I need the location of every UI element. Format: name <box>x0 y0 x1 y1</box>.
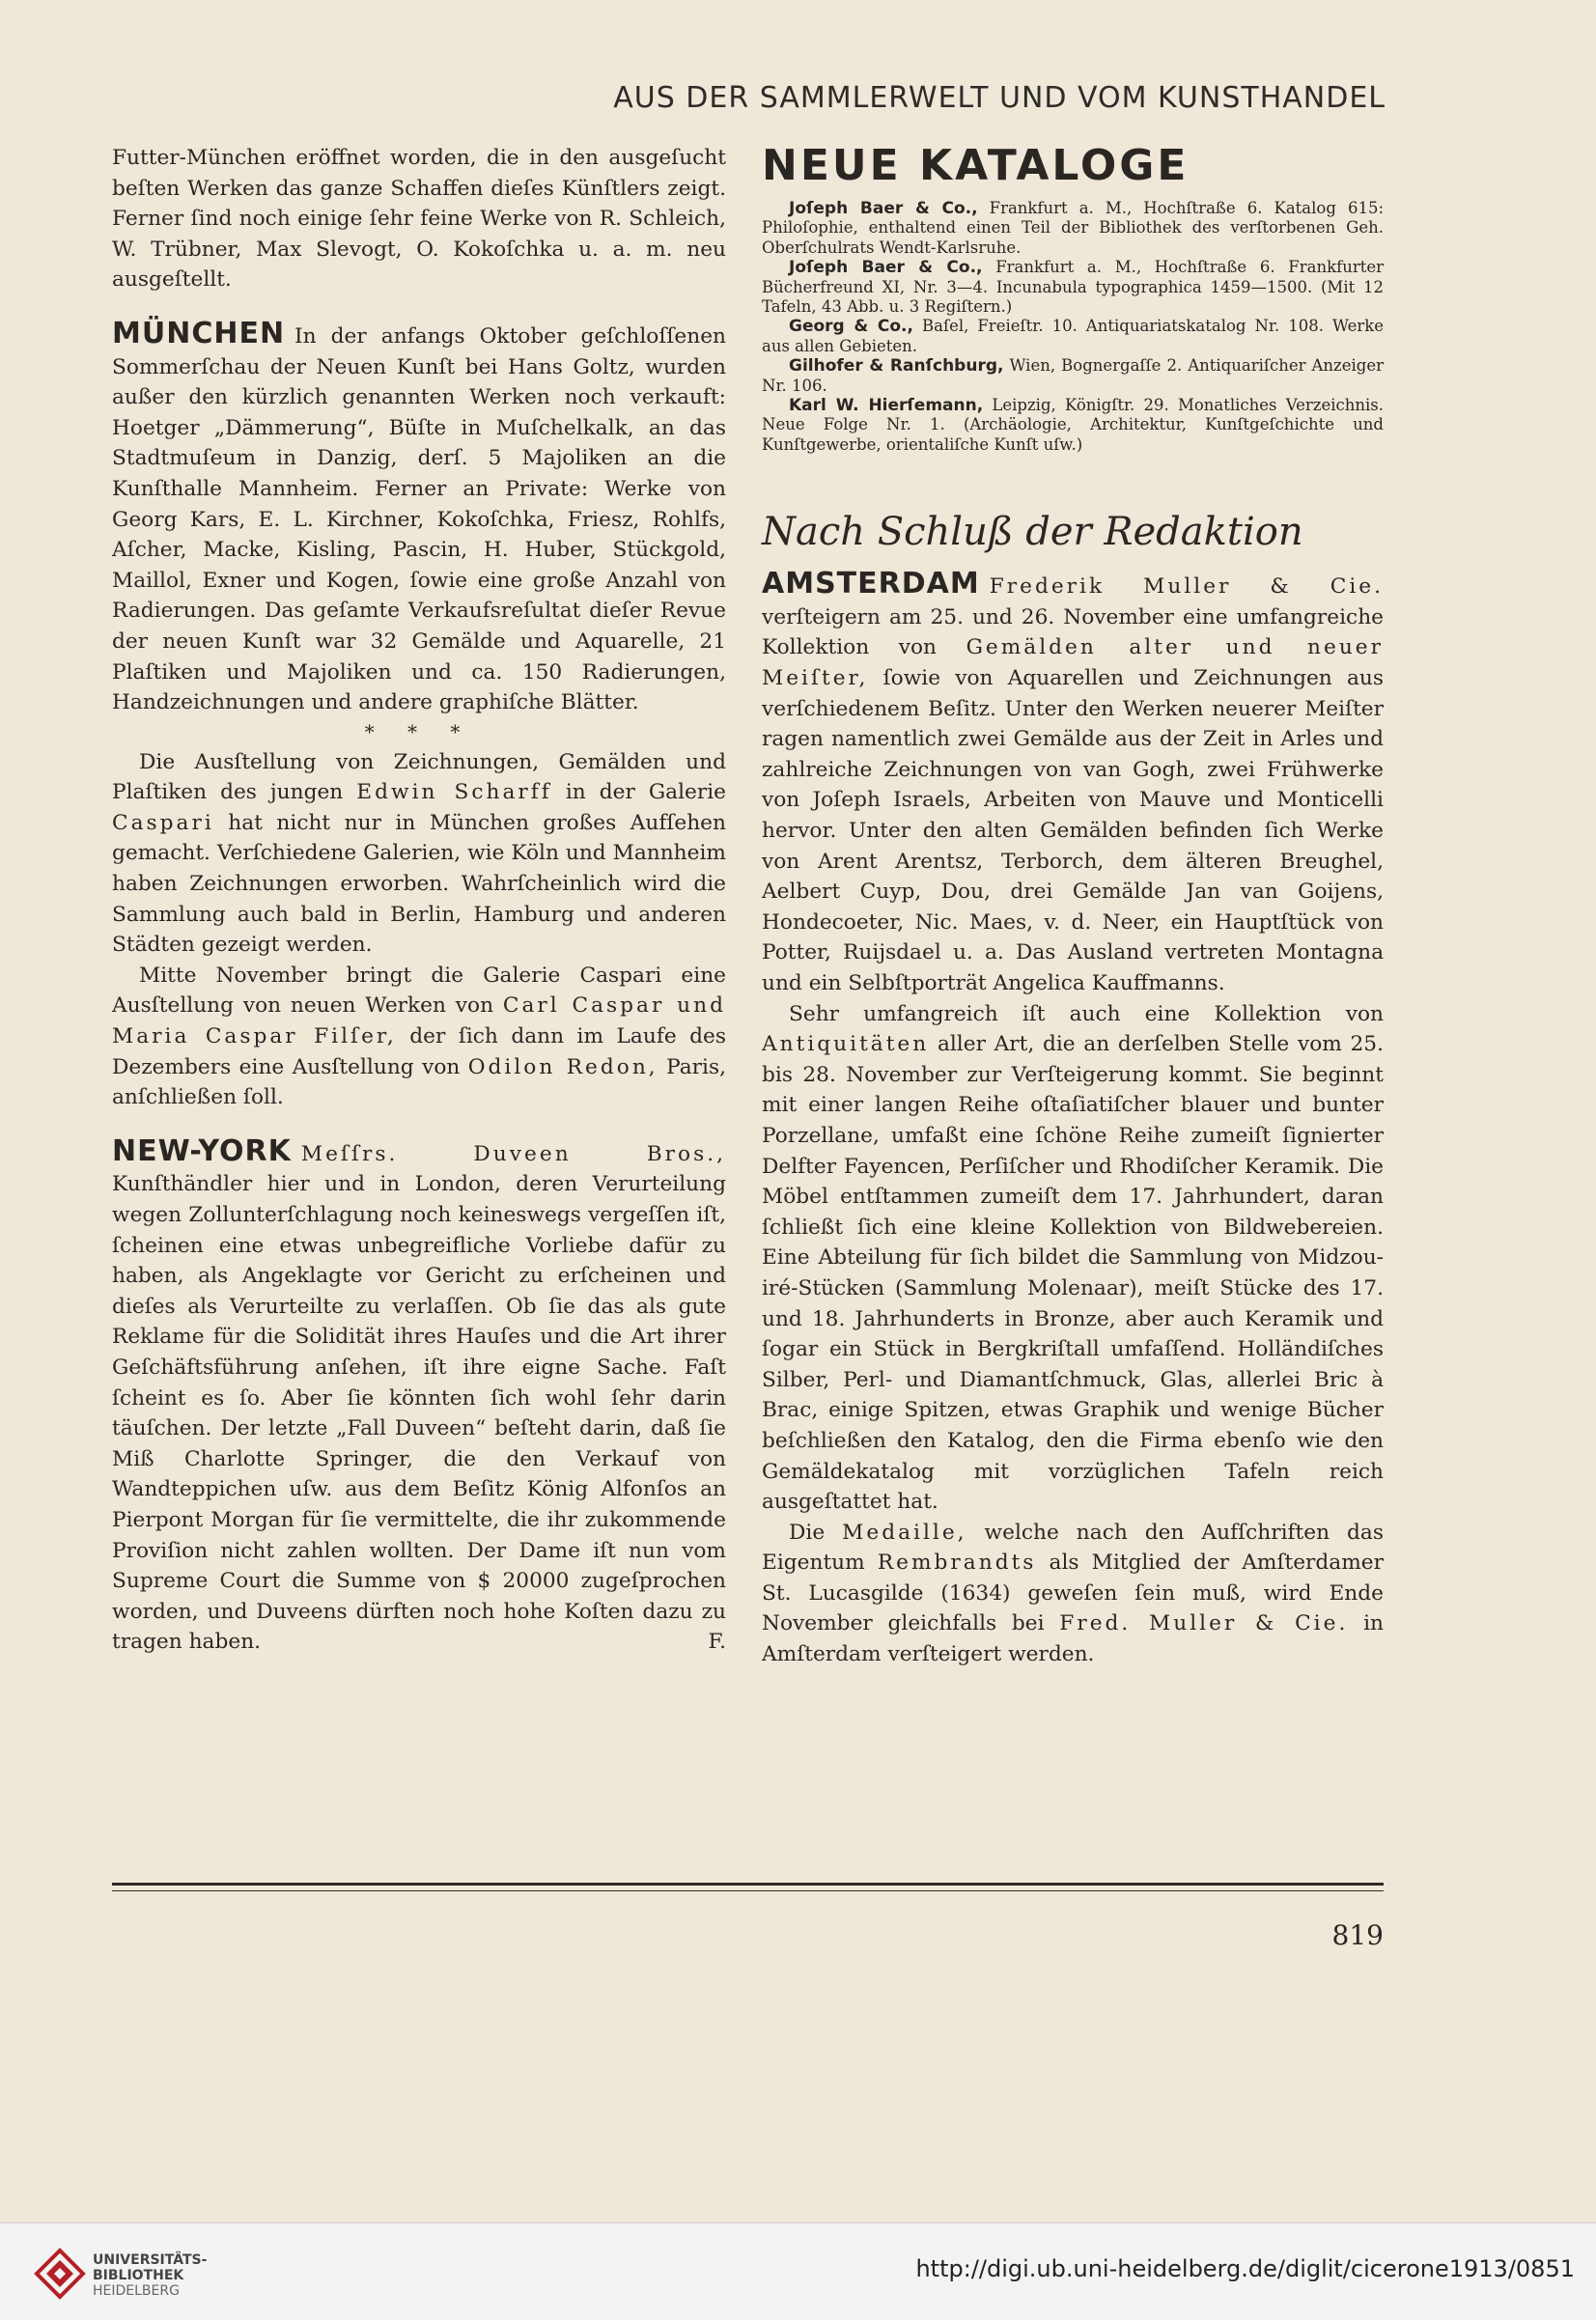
antiq-text-a: Sehr umfangreich iſt auch eine Kollektion von <box>789 1001 1384 1026</box>
running-head: AUS DER SAMMLERWELT UND VOM KUNSTHANDEL <box>613 81 1386 115</box>
scharff-text-a: Die Ausſtellung von Zeichnungen, Gemälden und Plaſtiken des jungen <box>112 749 726 805</box>
paragraph-caspar <box>112 961 726 1113</box>
heading-muenchen: MÜNCHEN <box>112 316 286 350</box>
catalog-text: Leipzig, Königſtr. 29. Monatliches Verzeichnis. Neue Folge Nr. 1. (Archäologie, Architektur, Kunſtgeſchichte und Kunſtgewerbe, orientaliſche Kunſt uſw.) <box>762 396 1385 454</box>
catalog-firm: Joſeph Baer & Co., <box>789 199 978 218</box>
library-name <box>93 2252 207 2299</box>
paragraph-scharff <box>112 747 726 961</box>
medaille-text-b: welche nach den Aufſchriften das Eigentum <box>762 1520 1384 1576</box>
medaille-text-d: in Amſterdam verſteigert werden. <box>762 1611 1384 1667</box>
paragraph-newyork <box>112 1133 726 1658</box>
catalog-list <box>762 199 1384 455</box>
paragraph-amsterdam <box>762 569 1384 998</box>
paragraph-intro: Futter-München eröffnet worden, die in den ausgeſucht beſten Werken das ganze Schaffen dieſes Künſtlers zeigt. Ferner ſind noch einige ſehr feine Werke von R. Schleich, W. Trübner, Max Slevogt, O. Kokoſchka u. a. m. neu ausgeſtellt. <box>112 146 726 293</box>
medaille-text-a: Die <box>789 1520 826 1545</box>
digitization-footer <box>0 2222 1596 2320</box>
amsterdam-emph: Gemälden alter und neuer Meiſter, <box>762 635 1385 691</box>
catalog-entry <box>762 317 1384 356</box>
library-line-1: UNIVERSITÄTS- <box>93 2252 208 2268</box>
catalog-firm: Georg & Co., <box>789 317 913 337</box>
catalog-entry <box>762 356 1384 396</box>
scharff-name: Edwin Scharff <box>356 780 552 805</box>
source-url-link[interactable]: http://digi.ub.uni-heidelberg.de/diglit/cicerone1913/0851 <box>915 2255 1575 2282</box>
amsterdam-text-a: verſteigern am 25. und 26. November eine umfangreiche Kollektion von <box>762 604 1384 660</box>
antiq-emph: Antiquitäten <box>762 1032 930 1057</box>
right-column <box>762 143 1384 1670</box>
paragraph-muenchen <box>112 316 726 718</box>
scharff-text-b: in der Galerie <box>565 780 726 805</box>
heading-amsterdam: AMSTERDAM <box>762 567 980 601</box>
caspar-redon: Odilon Redon, <box>467 1054 658 1079</box>
catalog-entry <box>762 199 1384 258</box>
heading-neue-kataloge: NEUE KATALOGE <box>762 141 1190 190</box>
scharff-gallery: Caspari <box>112 810 214 835</box>
newyork-signature: F. <box>708 1630 726 1655</box>
medaille-emph: Medaille, <box>842 1520 967 1545</box>
caspar-text-b: der ſich dann im Laufe des Dezembers eine Ausſtellung von <box>112 1024 726 1079</box>
catalog-entry <box>762 396 1384 455</box>
bottom-rule-thick <box>112 1883 1384 1886</box>
amsterdam-text-b: ſowie von Aquarellen und Zeichnungen aus verſchiedenem Beſitz. Unter den Werken neuerer Meiſter ragen namentlich zwei Gemälde aus der Zeit in Arles und zahlreiche Zeichnungen von van Gogh, zwei Frühwerke von Joſeph Israels, Arbeiten von Mauve und Monticelli hervor. Unter den alten Gemälden befinden ſich Werke von Arent Arentsz, Terborch, dem älteren Breughel, Aelbert Cuyp, Dou, drei Gemälde Jan van Goijens, Hondecoeter, Nic. Maes, v. d. Neer, ein Hauptſtück von Potter, Ruijsdael u. a. Das Ausland vertreten Montagna und ein Selbſtporträt Angelica Kauffmanns. <box>762 666 1384 995</box>
paragraph-medaille <box>762 1518 1384 1670</box>
catalog-text: Baſel, Freieſtr. 10. Antiquariatskatalog Nr. 108. Werke aus allen Gebieten. <box>762 317 1385 355</box>
catalog-text: Frankfurt a. M., Hochſtraße 6. Katalog 615: Philoſophie, enthaltend einen Teil der Bibliothek des verſtorbenen Geh. Oberſchulrats Wendt-Karlsruhe. <box>762 199 1385 257</box>
left-column <box>112 143 726 1658</box>
caspar-text-a: Mitte November bringt die Galerie Caspari eine Ausſtellung von neuen Werken von <box>112 963 726 1019</box>
newyork-firm: Meſſrs. Duveen Bros., <box>300 1141 726 1166</box>
paragraph-antiquitaeten <box>762 999 1384 1518</box>
catalog-firm: Joſeph Baer & Co., <box>789 258 983 278</box>
medaille-text-c: als Mitglied der Amſterdamer St. Lucasgilde (1634) geweſen ſein muß, wird Ende November gleichfalls bei <box>762 1551 1384 1636</box>
page-number: 819 <box>1331 1919 1384 1951</box>
amsterdam-firm: Frederik Muller & Cie. <box>989 574 1384 600</box>
library-line-3: HEIDELBERG <box>93 2283 180 2299</box>
caspar-text-c: Paris, anſchließen ſoll. <box>112 1054 726 1110</box>
scharff-text-c: hat nicht nur in München großes Aufſehen gemacht. Verſchiedene Galerien, wie Köln und Mannheim haben Zeichnungen erworben. Wahrſcheinlich wird die Sammlung auch bald in Berlin, Hamburg und anderen Städten gezeigt werden. <box>112 810 726 958</box>
catalog-text: Frankfurt a. M., Hochſtraße 6. Frankfurter Bücherfreund XI, Nr. 3—4. Incunabula typographica 1459—1500. (Mit 12 Tafeln, 43 Abb. u. 3 Regiſtern.) <box>762 258 1385 317</box>
newyork-text: Kunſthändler hier und in London, deren Verurteilung wegen Zollunterſchlagung noch keineswegs vergeſſen iſt, ſcheinen eine etwas unbegreifliche Vorliebe dafür zu haben, als Angeklagte vor Gericht zu erſcheinen und dieſes als Verurteilte zu verlaſſen. Ob ſie das als gute Reklame für die Solidität ihres Hauſes und die Art ihrer Geſchäftsführung anſehen, iſt ihre eigne Sache. Faſt ſcheint es ſo. Aber ſie könnten ſich wohl ſehr darin täuſchen. Der letzte „Fall Duveen“ beſteht darin, daß ſie Miß Charlotte Springer, die den Verkauf von Wandteppichen uſw. aus dem Beſitz König Alfonſos an Pierpont Morgan für ſie vermittelte, die ihr zukommende Proviſion nicht zahlen wollten. Der Dame iſt nun vom Supreme Court die Summe von $ 20000 zugeſprochen worden, und Duveens dürften noch hohe Koſten dazu zu tragen haben. <box>112 1172 726 1655</box>
medaille-rembrandt: Rembrandts <box>877 1551 1037 1576</box>
catalog-firm: Gilhofer & Ranſchburg, <box>789 356 1004 377</box>
university-library-logo-icon <box>33 2247 87 2301</box>
caspar-names: Carl Caspar und Maria Caspar Filſer, <box>112 993 726 1049</box>
library-line-2: BIBLIOTHEK <box>93 2268 184 2283</box>
catalog-text: Wien, Bognergaſſe 2. Antiquariſcher Anzeiger Nr. 106. <box>762 356 1385 395</box>
separator-stars: * * * <box>364 719 474 743</box>
bottom-rule-thin <box>112 1890 1384 1891</box>
muenchen-text: In der anfangs Oktober geſchloſſenen Sommerſchau der Neuen Kunſt bei Hans Goltz, wurden außer den kürzlich genannten Werken noch verkauft: Hoetger „Dämmerung“, Büſte in Muſchelkalk, an das Stadtmuſeum in Danzig, derſ. 5 Majoliken an die Kunſthalle Mannheim. Ferner an Private: Werke von Georg Kars, E. L. Kirchner, Kokoſchka, Friesz, Rohlfs, Aſcher, Macke, Kisling, Pascin, H. Huber, Stückgold, Maillol, Exner und Kogen, ſowie eine große Anzahl von Radierungen. Das geſamte Verkaufsreſultat dieſer Revue der neuen Kunſt war 32 Gemälde und Aquarelle, 21 Plaſtiken und Majoliken und ca. 150 Radierungen, Handzeichnungen und andere graphiſche Blätter. <box>112 323 726 715</box>
heading-nach-schluss: Nach Schluß der Redaktion <box>762 510 1303 555</box>
antiq-text-b: aller Art, die an derſelben Stelle vom 25. bis 28. November zur Verſteigerung kommt. Sie beginnt mit einer langen Reihe oſtaſiatiſcher blauer und bunter Porzellane, umfaßt eine ſchöne Reihe zumeiſt ſignierter Delfter Fayencen, Perſiſcher und Rhodiſcher Keramik. Die Möbel entſtammen zumeiſt dem 17. Jahrhundert, daran ſchließt ſich eine kleine Kollektion von Bildwebereien. Eine Abteilung für ſich bildet die Sammlung von Midzou-iré-Stücken (Sammlung Molenaar), meiſt Stücke des 17. und 18. Jahrhunderts in Bronze, aber auch Keramik und ſogar ein Stück in Bergkriſtall umfaſſend. Holländiſches Silber, Perl- und Diamantſchmuck, Glas, allerlei Bric à Brac, einige Spitzen, etwas Graphik und wenige Bücher beſchließen den Katalog, den die Firma ebenſo wie den Gemäldekatalog mit vorzüglichen Tafeln reich ausgeſtattet hat. <box>762 1032 1384 1515</box>
heading-newyork: NEW-YORK <box>112 1133 292 1168</box>
catalog-entry <box>762 258 1384 317</box>
catalog-firm: Karl W. Hierſemann, <box>789 396 984 416</box>
medaille-firm: Fred. Muller & Cie. <box>1059 1611 1349 1636</box>
